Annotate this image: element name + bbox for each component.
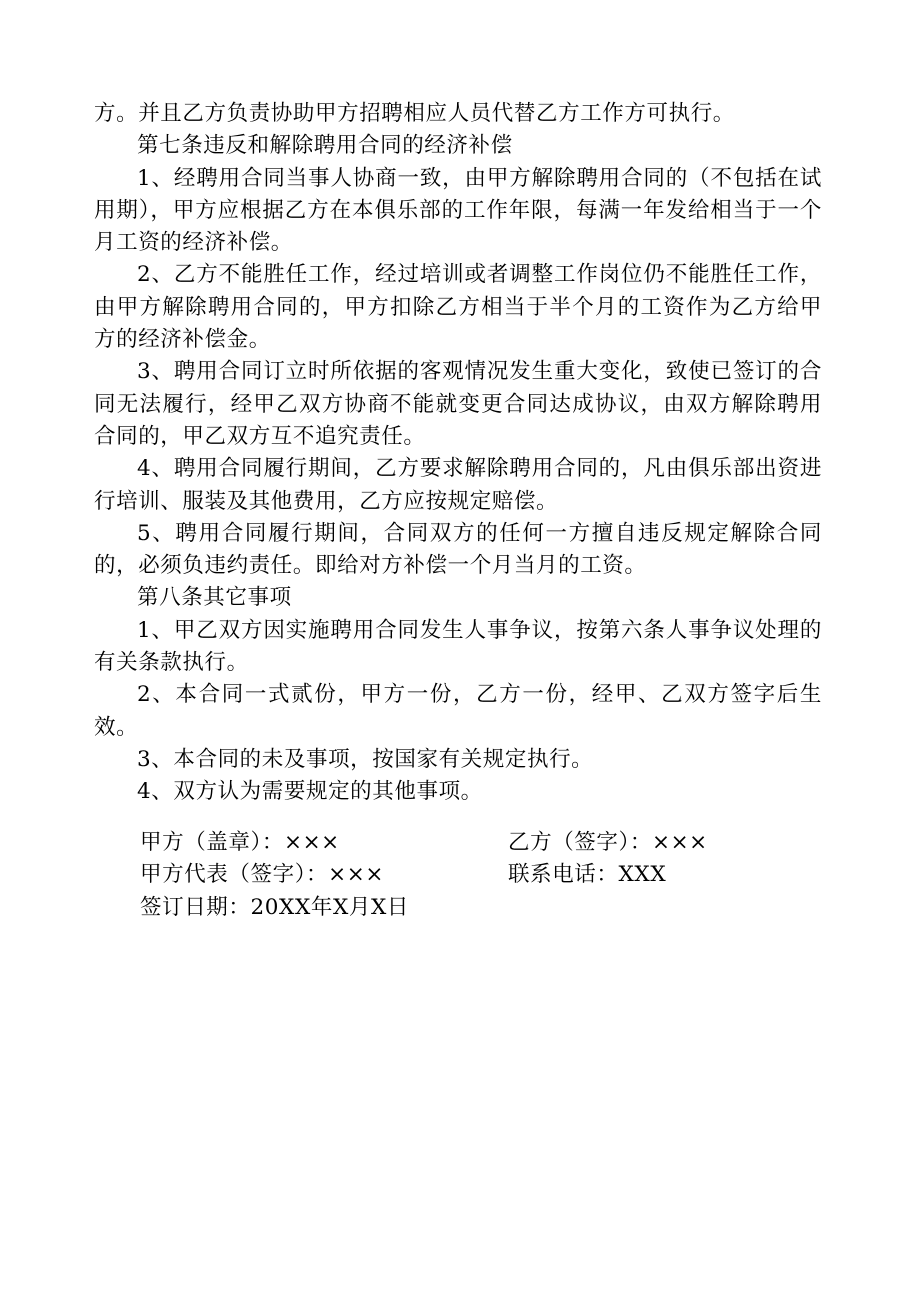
- contract-paragraph: 5、聘用合同履行期间，合同双方的任何一方擅自违反规定解除合同的，必须负违约责任。即给对方补偿一个月当月的工资。: [94, 520, 822, 579]
- signature-row-2: [140, 859, 780, 891]
- section-heading: 第七条违反和解除聘用合同的经济补偿: [137, 133, 513, 159]
- contract-paragraph: 1、经聘用合同当事人协商一致，由甲方解除聘用合同的（不包括在试用期），甲方应根据乙方在本俱乐部的工作年限，每满一年发给相当于一个月工资的经济补偿。: [94, 165, 822, 256]
- section-heading: 第八条其它事项: [137, 585, 292, 611]
- contract-paragraph: 3、聘用合同订立时所依据的客观情况发生重大变化，致使已签订的合同无法履行，经甲乙双方协商不能就变更合同达成协议，由双方解除聘用合同的，甲乙双方互不追究责任。: [94, 359, 822, 449]
- signature-block: [140, 827, 780, 924]
- signature-row-1: [140, 827, 780, 859]
- party-b-signature: 乙方（签字）：×××: [508, 830, 708, 855]
- party-a-seal: 甲方（盖章）：×××: [140, 830, 340, 855]
- contact-phone: 联系电话：XXX: [508, 862, 667, 888]
- contract-paragraph: 4、双方认为需要规定的其他事项。: [137, 779, 483, 805]
- contract-paragraph: 1、甲乙双方因实施聘用合同发生人事争议，按第六条人事争议处理的有关条款执行。: [94, 617, 822, 676]
- signature-row-3: [140, 892, 780, 924]
- contract-paragraph: 方。并且乙方负责协助甲方招聘相应人员代替乙方工作方可执行。: [94, 101, 735, 126]
- contract-body: [94, 98, 822, 809]
- contract-paragraph: 4、聘用合同履行期间，乙方要求解除聘用合同的，凡由俱乐部出资进行培训、服装及其他费用，乙方应按规定赔偿。: [94, 456, 822, 514]
- party-a-representative: 甲方代表（签字）：×××: [140, 862, 384, 888]
- contract-paragraph: 2、本合同一式贰份，甲方一份，乙方一份，经甲、乙双方签字后生效。: [94, 682, 822, 740]
- sign-date: 签订日期：20XX年X月X日: [140, 894, 409, 920]
- contract-paragraph: 2、乙方不能胜任工作，经过培训或者调整工作岗位仍不能胜任工作，由甲方解除聘用合同的，甲方扣除乙方相当于半个月的工资作为乙方给甲方的经济补偿金。: [94, 262, 822, 353]
- contract-paragraph: 3、本合同的未及事项，按国家有关规定执行。: [137, 746, 594, 772]
